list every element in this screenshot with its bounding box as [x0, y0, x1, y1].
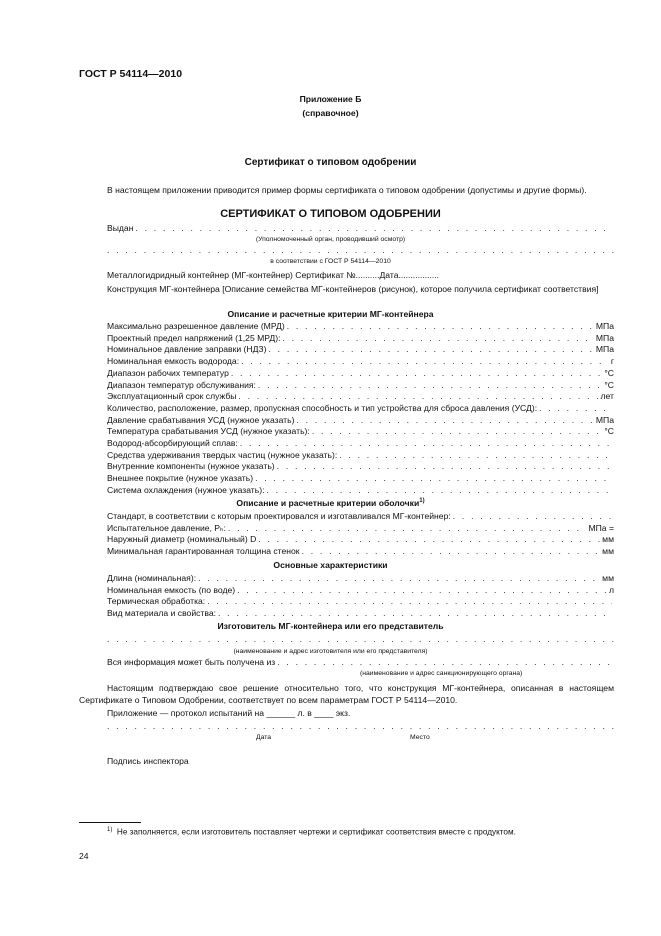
dotted-leader: [539, 403, 612, 413]
field-label: Вид материала и свойства:: [107, 608, 216, 619]
footnote-rule: [79, 822, 141, 823]
intro-text: В настоящем приложении приводится пример формы сертификата о типовом одобрении (допустимы и другие формы).: [107, 185, 587, 195]
dotted-leader: [237, 585, 607, 595]
field-label: Диапазон рабочих температур: [107, 367, 229, 378]
dotted-leader: [296, 415, 593, 425]
section2-row: [107, 523, 614, 534]
dotted-leader: [218, 608, 612, 618]
date-label: Дата: [256, 734, 272, 741]
section1-row: [107, 380, 614, 391]
dotted-leader: [240, 438, 612, 448]
standard-header: ГОСТ Р 54114—2010: [79, 68, 183, 80]
section2-row: [107, 534, 614, 545]
container-certificate-line: Металлогидридный контейнер (МГ-контейнер) Сертификат №..........Дата.................: [107, 270, 440, 280]
field-unit: МПа: [595, 414, 614, 425]
dotted-leader: [277, 461, 612, 471]
info-source-row: [107, 657, 614, 668]
field-label: Номинальное давление заправки (НДЗ): [107, 344, 267, 355]
field-label: Проектный предел напряжений (1,25 МРД):: [107, 332, 281, 343]
field-label: Максимально разрешенное давление (МРД): [107, 321, 285, 331]
field-label: Внешнее покрытие (нужное указать): [107, 473, 254, 484]
issued-label: Выдан: [107, 223, 134, 233]
section1-row: [107, 321, 614, 332]
field-unit: лет: [600, 391, 614, 402]
issued-row: [107, 223, 614, 234]
section2-footnote-mark: 1): [419, 498, 425, 505]
field-label: Система охлаждения (нужное указать):: [107, 484, 265, 495]
field-label: Средства удерживания твердых частиц (нужное указать):: [107, 449, 338, 460]
dotted-leader: [198, 573, 600, 583]
section1-row: [107, 461, 614, 472]
section2-title: [0, 498, 661, 508]
section2-title-text: Описание и расчетные критерии оболочки: [236, 498, 420, 508]
section1-row: [107, 403, 614, 414]
appendix-note: (справочное): [302, 108, 359, 118]
field-label: Водород-абсорбирующий сплав:: [107, 438, 238, 448]
confirmation-paragraph: [79, 682, 614, 706]
field-unit: г: [610, 356, 614, 367]
dotted-leader: [231, 368, 602, 378]
section1-title: Описание и расчетные критерии МГ-контейнера: [227, 309, 434, 319]
certificate-title: СЕРТИФИКАТ О ТИПОВОМ ОДОБРЕНИИ: [220, 208, 441, 220]
dotted-leader: [287, 321, 594, 331]
section1-row: [107, 438, 614, 449]
inspector-signature-label: Подпись инспектора: [107, 756, 189, 766]
section2-row: [107, 546, 614, 557]
footnote-text: Не заполняется, если изготовитель поставляет чертежи и сертификат соответствия вместе с продуктом.: [116, 827, 516, 837]
dotted-leader: [283, 333, 594, 343]
field-label: Диапазон температур обслуживания:: [107, 379, 256, 390]
footnote-mark: 1): [107, 827, 113, 833]
section2-row: [107, 511, 614, 522]
field-unit: МПа =: [588, 522, 614, 533]
dotted-fill-line: [107, 634, 614, 645]
field-unit: мм: [602, 534, 614, 545]
dotted-leader: [228, 523, 587, 533]
field-unit: °С: [604, 426, 614, 437]
attachment-line: Приложение — протокол испытаний на ______ л. в ____ экз.: [107, 708, 351, 718]
section1-row: [107, 368, 614, 379]
dotted-leader: [302, 546, 601, 556]
issued-caption: (Уполномоченный орган, проводивший осмотр): [255, 236, 406, 243]
field-unit: °С: [604, 379, 614, 390]
field-unit: °С: [604, 367, 614, 378]
field-unit: л: [608, 584, 614, 595]
section1-row: [107, 344, 614, 355]
field-label: Стандарт, в соответствии с которым проектировался и изготавливался МГ-контейнер:: [107, 511, 451, 521]
field-label: Испытательное давление, Pₕ:: [107, 522, 226, 533]
section1-row: [107, 485, 614, 496]
dotted-leader: [268, 344, 593, 354]
info-source-label: Вся информация может быть получена из: [107, 657, 276, 667]
footnote: [107, 827, 516, 837]
dotted-leader: [312, 426, 603, 436]
appendix-title: Приложение Б: [299, 94, 362, 104]
dotted-leader: [241, 356, 609, 366]
field-label: Номинальная емкость (по воде): [107, 584, 236, 595]
dotted-leader: [339, 450, 612, 460]
field-unit: мм: [602, 546, 614, 557]
dotted-leader: [453, 511, 612, 521]
section3-row: [107, 608, 614, 619]
section1-row: [107, 426, 614, 437]
dotted-leader: [207, 596, 612, 606]
field-label: Эксплуатационный срок службы: [107, 391, 237, 402]
intro-paragraph: [79, 184, 614, 196]
section-title: Сертификат о типовом одобрении: [244, 157, 417, 168]
field-label: Внутренние компоненты (нужное указать): [107, 461, 275, 472]
section1-row: [107, 356, 614, 367]
manufacturer-caption: (наименование и адрес изготовителя или его представителя): [233, 648, 428, 655]
dotted-leader: [266, 485, 612, 495]
field-unit: МПа: [595, 321, 614, 331]
section1-row: [107, 391, 614, 402]
field-label: Минимальная гарантированная толщина стенок: [107, 546, 300, 557]
section3-row: [107, 585, 614, 596]
section3-row: [107, 596, 614, 607]
dotted-leader: [258, 534, 600, 544]
dotted-leader: [258, 380, 602, 390]
field-label: Давление срабатывания УСД (нужное указать): [107, 414, 295, 425]
field-label: Номинальная емкость водорода:: [107, 356, 240, 367]
dotted-leader: [238, 391, 598, 401]
field-unit: мм: [602, 573, 614, 583]
dotted-leader: [255, 473, 612, 483]
page-number: 24: [79, 851, 89, 861]
design-text: Конструкция МГ-контейнера [Описание семейства МГ-контейнеров (рисунок), которое получила сертификат соответствия]: [107, 284, 599, 294]
field-unit: МПа: [595, 344, 614, 355]
dotted-fill-line: [107, 721, 614, 732]
field-unit: МПа: [595, 332, 614, 343]
field-label: Температура срабатывания УСД (нужное указать):: [107, 426, 310, 437]
section1-row: [107, 473, 614, 484]
section1-row: [107, 450, 614, 461]
section1-row: [107, 333, 614, 344]
authority-caption: (наименование и адрес санкционирующего органа): [360, 670, 523, 677]
section3-title: Основные характеристики: [273, 560, 388, 570]
accordance-caption: в соответствии с ГОСТ Р 54114—2010: [270, 258, 391, 265]
dotted-fill-line: [107, 245, 614, 256]
field-label: Термическая обработка:: [107, 596, 206, 607]
confirmation-text: Настоящим подтверждаю свое решение относительно того, что конструкция МГ-контейнера, описанная в настоящем Сертификате о Типовом Одобрении, соответствует по всем параметрам ГОСТ Р 54114—2010.: [79, 683, 614, 705]
field-label: Количество, расположение, размер, пропускная способность и тип устройства для сброса давления (УСД):: [107, 402, 538, 413]
field-label: Наружный диаметр (номинальный) D: [107, 534, 257, 545]
section4-title: Изготовитель МГ-контейнера или его представитель: [217, 621, 444, 631]
field-label: Длина (номинальная):: [107, 573, 197, 583]
section3-row: [107, 573, 614, 584]
section1-row: [107, 415, 614, 426]
place-label: Место: [410, 734, 430, 741]
design-paragraph: [79, 283, 614, 295]
